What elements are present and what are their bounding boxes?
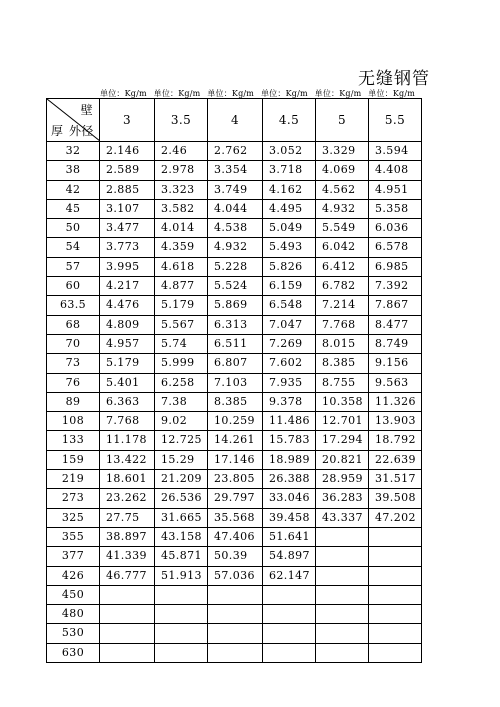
outer-diameter-cell: 355	[47, 527, 100, 546]
weight-cell: 11.326	[369, 392, 422, 411]
weight-cell	[263, 605, 316, 624]
weight-cell	[316, 566, 369, 585]
outer-diameter-cell: 377	[47, 547, 100, 566]
weight-cell: 5.228	[208, 257, 263, 276]
table-row	[47, 547, 422, 566]
weight-cell: 4.476	[100, 296, 155, 315]
weight-cell	[208, 585, 263, 604]
weight-cell: 6.985	[369, 257, 422, 276]
outer-diameter-cell: 70	[47, 334, 100, 353]
weight-cell: 23.805	[208, 470, 263, 489]
weight-cell: 43.158	[155, 527, 208, 546]
unit-label: 单位：Kg/m	[368, 89, 416, 98]
weight-cell: 2.885	[100, 180, 155, 199]
weight-cell	[316, 624, 369, 643]
wall-label: 壁	[80, 103, 93, 117]
outer-diameter-cell: 273	[47, 489, 100, 508]
unit-label: 单位：Kg/m	[314, 89, 362, 98]
weight-cell: 15.29	[155, 450, 208, 469]
weight-table	[46, 98, 422, 663]
weight-cell: 3.323	[155, 180, 208, 199]
weight-cell	[155, 643, 208, 662]
weight-cell: 7.867	[369, 296, 422, 315]
weight-cell	[369, 643, 422, 662]
weight-cell	[100, 605, 155, 624]
table-row	[47, 161, 422, 180]
weight-cell	[155, 624, 208, 643]
weight-cell: 6.042	[316, 238, 369, 257]
weight-cell: 15.783	[263, 431, 316, 450]
corner-header-cell	[47, 99, 100, 142]
outer-diameter-cell: 89	[47, 392, 100, 411]
table-row	[47, 219, 422, 238]
weight-cell: 3.107	[100, 199, 155, 218]
table-row	[47, 373, 422, 392]
weight-cell: 5.74	[155, 334, 208, 353]
outer-diameter-cell: 530	[47, 624, 100, 643]
weight-cell: 5.401	[100, 373, 155, 392]
weight-cell: 7.602	[263, 354, 316, 373]
weight-cell: 2.589	[100, 161, 155, 180]
weight-cell: 7.768	[100, 412, 155, 431]
weight-cell: 51.641	[263, 527, 316, 546]
table-row	[47, 643, 422, 662]
weight-cell	[208, 624, 263, 643]
weight-cell	[208, 643, 263, 662]
outer-diameter-label: 外径	[69, 124, 94, 138]
weight-cell	[369, 547, 422, 566]
weight-cell: 51.913	[155, 566, 208, 585]
weight-cell: 10.259	[208, 412, 263, 431]
weight-cell: 4.618	[155, 257, 208, 276]
weight-cell: 7.269	[263, 334, 316, 353]
weight-cell	[263, 585, 316, 604]
weight-cell: 4.162	[263, 180, 316, 199]
weight-cell: 9.378	[263, 392, 316, 411]
table-row	[47, 624, 422, 643]
weight-cell	[263, 624, 316, 643]
weight-cell	[369, 624, 422, 643]
table-row	[47, 527, 422, 546]
table-row	[47, 392, 422, 411]
thickness-header: 3	[100, 99, 155, 142]
outer-diameter-cell: 73	[47, 354, 100, 373]
weight-cell: 8.749	[369, 334, 422, 353]
weight-cell: 6.036	[369, 219, 422, 238]
weight-cell	[316, 527, 369, 546]
weight-cell: 57.036	[208, 566, 263, 585]
weight-cell	[316, 585, 369, 604]
weight-cell: 31.517	[369, 470, 422, 489]
weight-cell	[316, 605, 369, 624]
table-row	[47, 238, 422, 257]
weight-cell: 8.385	[208, 392, 263, 411]
weight-cell: 7.392	[369, 277, 422, 296]
weight-cell: 20.821	[316, 450, 369, 469]
weight-cell: 21.209	[155, 470, 208, 489]
weight-cell: 6.782	[316, 277, 369, 296]
table-row	[47, 412, 422, 431]
weight-cell: 4.044	[208, 199, 263, 218]
outer-diameter-cell: 450	[47, 585, 100, 604]
weight-cell: 5.826	[263, 257, 316, 276]
table-row	[47, 508, 422, 527]
weight-cell: 11.178	[100, 431, 155, 450]
weight-cell: 9.02	[155, 412, 208, 431]
weight-cell: 12.701	[316, 412, 369, 431]
thickness-header: 4.5	[263, 99, 316, 142]
weight-cell	[263, 643, 316, 662]
weight-cell: 4.951	[369, 180, 422, 199]
weight-cell: 7.38	[155, 392, 208, 411]
table-row	[47, 566, 422, 585]
outer-diameter-cell: 76	[47, 373, 100, 392]
outer-diameter-cell: 60	[47, 277, 100, 296]
weight-cell: 5.179	[100, 354, 155, 373]
weight-cell	[369, 566, 422, 585]
table-row	[47, 142, 422, 161]
weight-cell: 5.567	[155, 315, 208, 334]
weight-cell: 3.582	[155, 199, 208, 218]
table-row	[47, 315, 422, 334]
thickness-header: 5	[316, 99, 369, 142]
table-row	[47, 605, 422, 624]
weight-cell: 8.385	[316, 354, 369, 373]
weight-cell: 38.897	[100, 527, 155, 546]
table-row	[47, 470, 422, 489]
weight-cell: 23.262	[100, 489, 155, 508]
weight-cell: 4.932	[208, 238, 263, 257]
weight-cell: 7.935	[263, 373, 316, 392]
outer-diameter-cell: 57	[47, 257, 100, 276]
thickness-header: 5.5	[369, 99, 422, 142]
weight-cell: 47.202	[369, 508, 422, 527]
weight-cell: 8.015	[316, 334, 369, 353]
weight-cell: 3.477	[100, 219, 155, 238]
weight-cell: 35.568	[208, 508, 263, 527]
table-row	[47, 489, 422, 508]
weight-cell: 2.46	[155, 142, 208, 161]
outer-diameter-cell: 325	[47, 508, 100, 527]
weight-cell: 13.903	[369, 412, 422, 431]
weight-cell: 31.665	[155, 508, 208, 527]
weight-cell: 18.601	[100, 470, 155, 489]
weight-cell: 6.548	[263, 296, 316, 315]
weight-cell: 12.725	[155, 431, 208, 450]
weight-cell: 5.049	[263, 219, 316, 238]
outer-diameter-cell: 133	[47, 431, 100, 450]
weight-cell: 3.594	[369, 142, 422, 161]
weight-cell: 5.179	[155, 296, 208, 315]
weight-cell: 39.458	[263, 508, 316, 527]
weight-cell	[316, 643, 369, 662]
weight-cell: 36.283	[316, 489, 369, 508]
weight-cell	[369, 585, 422, 604]
thickness-header: 4	[208, 99, 263, 142]
weight-cell: 4.932	[316, 199, 369, 218]
weight-cell: 6.807	[208, 354, 263, 373]
weight-cell: 18.989	[263, 450, 316, 469]
outer-diameter-cell: 480	[47, 605, 100, 624]
weight-cell: 47.406	[208, 527, 263, 546]
outer-diameter-cell: 68	[47, 315, 100, 334]
weight-cell	[369, 605, 422, 624]
unit-label: 单位：Kg/m	[100, 89, 147, 98]
weight-cell: 6.511	[208, 334, 263, 353]
weight-cell: 3.749	[208, 180, 263, 199]
table-header-row	[47, 99, 422, 142]
table-row	[47, 334, 422, 353]
weight-cell: 17.146	[208, 450, 263, 469]
weight-cell: 4.562	[316, 180, 369, 199]
page-title: 无缝钢管	[358, 69, 430, 89]
weight-cell: 6.412	[316, 257, 369, 276]
weight-cell: 4.014	[155, 219, 208, 238]
outer-diameter-cell: 50	[47, 219, 100, 238]
weight-cell: 45.871	[155, 547, 208, 566]
weight-cell: 4.217	[100, 277, 155, 296]
weight-cell: 2.146	[100, 142, 155, 161]
table-row	[47, 257, 422, 276]
weight-cell: 6.159	[263, 277, 316, 296]
weight-cell: 62.147	[263, 566, 316, 585]
weight-cell: 4.359	[155, 238, 208, 257]
weight-cell: 8.755	[316, 373, 369, 392]
weight-cell: 17.294	[316, 431, 369, 450]
outer-diameter-cell: 32	[47, 142, 100, 161]
outer-diameter-cell: 630	[47, 643, 100, 662]
weight-cell: 2.978	[155, 161, 208, 180]
outer-diameter-cell: 159	[47, 450, 100, 469]
outer-diameter-cell: 38	[47, 161, 100, 180]
weight-cell	[100, 643, 155, 662]
weight-cell: 46.777	[100, 566, 155, 585]
weight-cell: 4.495	[263, 199, 316, 218]
weight-cell: 28.959	[316, 470, 369, 489]
weight-cell: 6.313	[208, 315, 263, 334]
weight-cell: 4.809	[100, 315, 155, 334]
weight-cell: 29.797	[208, 489, 263, 508]
weight-cell: 5.869	[208, 296, 263, 315]
thickness-label: 厚	[51, 124, 64, 138]
outer-diameter-cell: 45	[47, 199, 100, 218]
weight-cell: 26.388	[263, 470, 316, 489]
weight-cell	[316, 547, 369, 566]
weight-cell: 6.258	[155, 373, 208, 392]
table-row	[47, 431, 422, 450]
weight-cell: 4.877	[155, 277, 208, 296]
weight-cell: 33.046	[263, 489, 316, 508]
table-row	[47, 585, 422, 604]
weight-cell: 5.358	[369, 199, 422, 218]
weight-cell: 3.995	[100, 257, 155, 276]
weight-cell: 8.477	[369, 315, 422, 334]
weight-cell: 7.768	[316, 315, 369, 334]
outer-diameter-cell: 108	[47, 412, 100, 431]
weight-cell: 3.718	[263, 161, 316, 180]
weight-cell: 22.639	[369, 450, 422, 469]
weight-cell: 4.538	[208, 219, 263, 238]
weight-cell	[208, 605, 263, 624]
weight-cell: 11.486	[263, 412, 316, 431]
table-row	[47, 450, 422, 469]
unit-label: 单位：Kg/m	[260, 89, 308, 98]
table-row	[47, 296, 422, 315]
outer-diameter-cell: 219	[47, 470, 100, 489]
weight-cell: 54.897	[263, 547, 316, 566]
weight-cell	[155, 605, 208, 624]
weight-cell: 4.957	[100, 334, 155, 353]
weight-cell: 26.536	[155, 489, 208, 508]
weight-cell: 2.762	[208, 142, 263, 161]
weight-cell: 5.999	[155, 354, 208, 373]
weight-cell: 13.422	[100, 450, 155, 469]
outer-diameter-cell: 42	[47, 180, 100, 199]
weight-cell: 14.261	[208, 431, 263, 450]
weight-cell: 5.549	[316, 219, 369, 238]
weight-cell: 4.408	[369, 161, 422, 180]
unit-label: 单位：Kg/m	[207, 89, 255, 98]
outer-diameter-cell: 426	[47, 566, 100, 585]
weight-cell: 39.508	[369, 489, 422, 508]
weight-cell: 3.354	[208, 161, 263, 180]
table-row	[47, 277, 422, 296]
weight-cell	[369, 527, 422, 546]
weight-cell: 7.103	[208, 373, 263, 392]
table-row	[47, 180, 422, 199]
weight-cell: 6.578	[369, 238, 422, 257]
weight-cell: 41.339	[100, 547, 155, 566]
weight-cell: 4.069	[316, 161, 369, 180]
weight-cell: 3.052	[263, 142, 316, 161]
outer-diameter-cell: 63.5	[47, 296, 100, 315]
weight-cell	[155, 585, 208, 604]
weight-cell: 7.214	[316, 296, 369, 315]
weight-cell: 18.792	[369, 431, 422, 450]
weight-cell: 3.773	[100, 238, 155, 257]
table-row	[47, 199, 422, 218]
weight-cell: 43.337	[316, 508, 369, 527]
weight-cell: 27.75	[100, 508, 155, 527]
outer-diameter-cell: 54	[47, 238, 100, 257]
weight-cell: 9.563	[369, 373, 422, 392]
weight-cell: 7.047	[263, 315, 316, 334]
weight-cell	[100, 624, 155, 643]
thickness-header: 3.5	[155, 99, 208, 142]
weight-cell: 50.39	[208, 547, 263, 566]
weight-cell: 9.156	[369, 354, 422, 373]
weight-cell: 5.493	[263, 238, 316, 257]
table-row	[47, 354, 422, 373]
weight-cell: 6.363	[100, 392, 155, 411]
weight-cell: 10.358	[316, 392, 369, 411]
weight-cell	[100, 585, 155, 604]
weight-cell: 3.329	[316, 142, 369, 161]
unit-label: 单位：Kg/m	[153, 89, 201, 98]
weight-cell: 5.524	[208, 277, 263, 296]
